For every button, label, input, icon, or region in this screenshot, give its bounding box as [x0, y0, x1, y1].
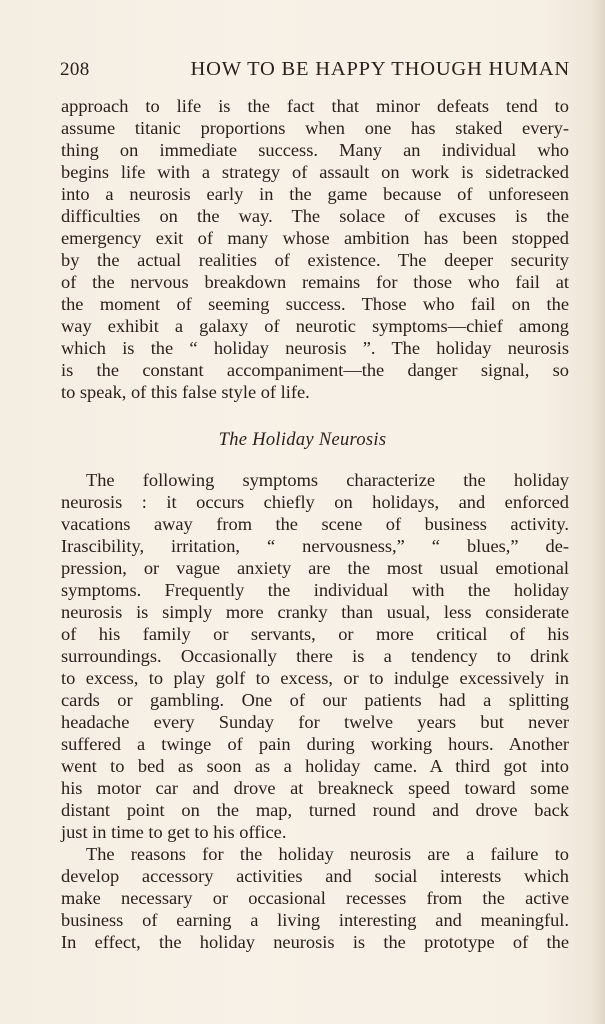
text-line: difficulties on the way. The solace of excuses is the: [61, 206, 569, 226]
running-header: [60, 58, 570, 90]
text-line: surroundings. Occasionally there is a tendency to drink: [61, 646, 569, 666]
text-line: which is the “ holiday neurosis ”. The holiday neurosis: [61, 338, 569, 358]
text-line: distant point on the map, turned round and drove back: [61, 800, 569, 820]
text-line: In effect, the holiday neurosis is the prototype of the: [61, 932, 569, 952]
text-line: cards or gambling. One of our patients had a splitting: [61, 690, 569, 710]
text-line: symptoms. Frequently the individual with the holiday: [61, 580, 569, 600]
text-line: went to bed as soon as a holiday came. A third got into: [61, 756, 569, 776]
text-line: by the actual realities of existence. The deeper security: [61, 250, 569, 270]
text-line: just in time to get to his office.: [61, 822, 287, 842]
text-line: of the nervous breakdown remains for those who fail at: [61, 272, 569, 292]
text-line: emergency exit of many whose ambition has been stopped: [61, 228, 569, 248]
paragraph-continuation: [61, 95, 569, 403]
text-line: begins life with a strategy of assault on work is sidetracked: [61, 162, 569, 182]
paragraph: [61, 469, 569, 843]
paragraph: [61, 843, 569, 953]
text-line: to speak, of this false style of life.: [61, 382, 310, 402]
text-line: into a neurosis early in the game because of unforeseen: [61, 184, 569, 204]
text-line: develop accessory activities and social interests which: [61, 866, 569, 886]
text-line: suffered a twinge of pain during working hours. Another: [61, 734, 569, 754]
text-line: thing on immediate success. Many an individual who: [61, 140, 569, 160]
page-number: 208: [60, 59, 90, 80]
text-line: approach to life is the fact that minor defeats tend to: [61, 96, 569, 116]
text-line: neurosis : it occurs chiefly on holidays, and enforced: [61, 492, 569, 512]
text-line: The reasons for the holiday neurosis are a failure to: [86, 844, 569, 864]
text-line: make necessary or occasional recesses from the active: [61, 888, 569, 908]
text-line: the moment of seeming success. Those who fail on the: [61, 294, 569, 314]
text-line: Irascibility, irritation, “ nervousness,” “ blues,” de-: [61, 536, 569, 556]
text-line: business of earning a living interesting and meaningful.: [61, 910, 569, 930]
text-line: pression, or vague anxiety are the most usual emotional: [61, 558, 569, 578]
text-line: vacations away from the scene of business activity.: [61, 514, 569, 534]
text-line: headache every Sunday for twelve years but never: [61, 712, 569, 732]
text-line: assume titanic proportions when one has staked every-: [61, 118, 569, 138]
text-line: is the constant accompaniment—the danger signal, so: [61, 360, 569, 380]
text-line: of his family or servants, or more critical of his: [61, 624, 569, 644]
section-heading: The Holiday Neurosis: [218, 430, 387, 450]
text-line: neurosis is simply more cranky than usual, less considerate: [61, 602, 569, 622]
running-head-title: HOW TO BE HAPPY THOUGH HUMAN: [190, 58, 570, 80]
text-line: The following symptoms characterize the holiday: [86, 470, 569, 490]
text-line: to excess, to play golf to excess, or to indulge excessively in: [61, 668, 569, 688]
text-line: his motor car and drove at breakneck speed toward some: [61, 778, 569, 798]
text-line: way exhibit a galaxy of neurotic symptoms—chief among: [61, 316, 569, 336]
page-edge-shadow: [591, 0, 605, 1024]
